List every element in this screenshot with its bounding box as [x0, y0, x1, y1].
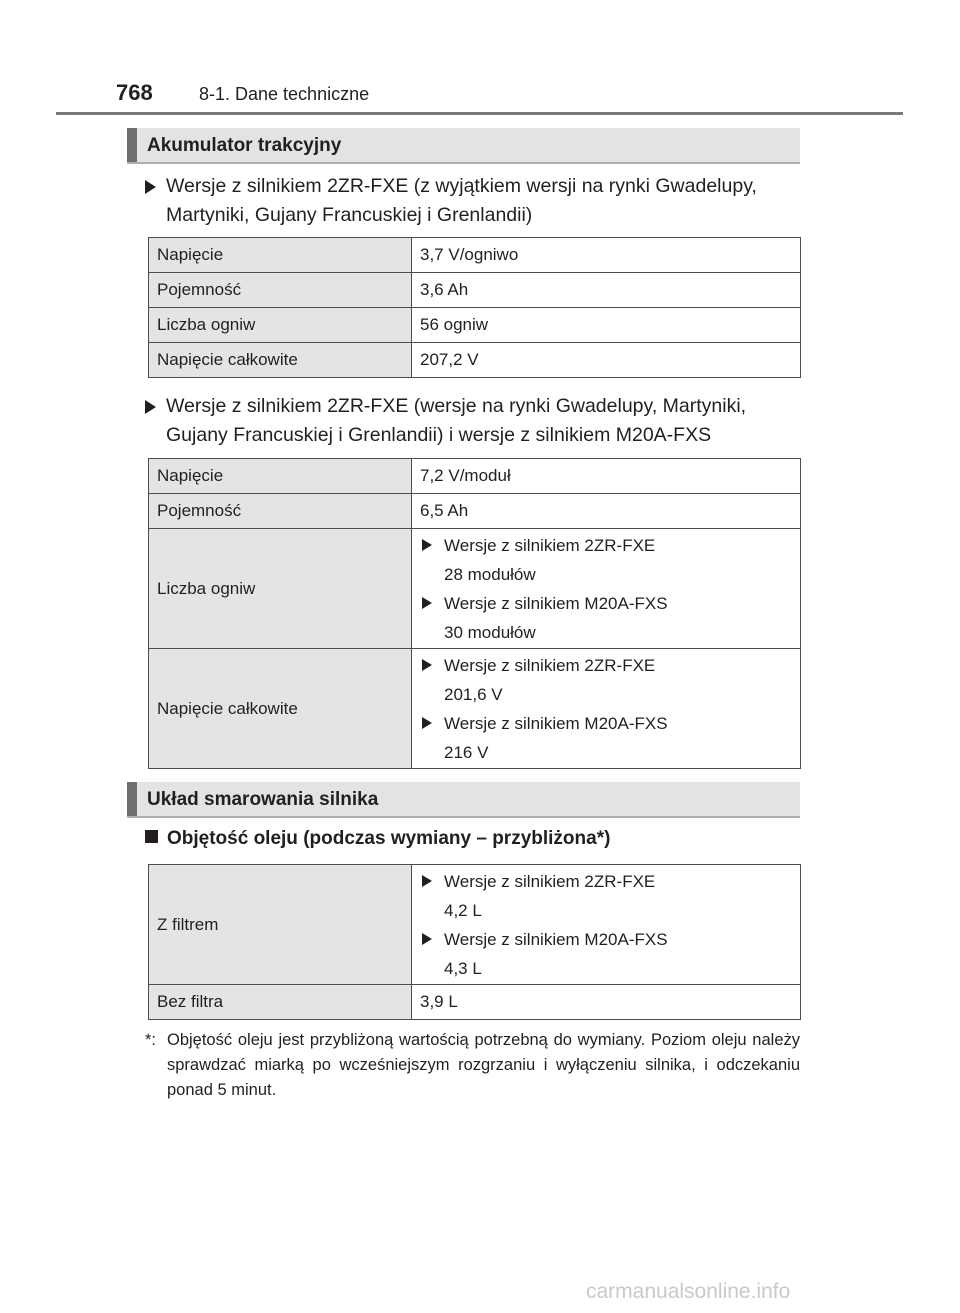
- table-row: [149, 529, 801, 649]
- variant-value: 216 V: [444, 742, 489, 762]
- page-number: 768: [116, 80, 153, 105]
- lubrication-section-heading: [127, 782, 800, 818]
- triangle-bullet-icon: [145, 400, 156, 414]
- variant-value: 28 modułów: [444, 564, 536, 584]
- variant-label-text: Wersje z silnikiem M20A-FXS: [444, 929, 668, 949]
- battery-variant1-table: [148, 237, 801, 378]
- row-key: Napięcie: [149, 238, 412, 273]
- triangle-bullet-icon: [422, 717, 432, 729]
- variant1-bullet-text: Wersje z silnikiem 2ZR-FXE (z wyjątkiem wersji na rynki Gwadelupy, Martyniki, Gujany Francuskiej i Grenlandii): [166, 175, 757, 226]
- section-title: 8-1. Dane techniczne: [199, 84, 370, 104]
- triangle-bullet-icon: [422, 933, 432, 945]
- table-row: [149, 273, 801, 308]
- table-row: [149, 865, 801, 985]
- row-value: 7,2 V/moduł: [412, 459, 801, 494]
- variant-value: 201,6 V: [444, 684, 503, 704]
- row-value: 3,7 V/ogniwo: [412, 238, 801, 273]
- footnote: [145, 1028, 800, 1103]
- triangle-bullet-icon: [145, 180, 156, 194]
- triangle-bullet-icon: [422, 597, 432, 609]
- variant-label-text: Wersje z silnikiem 2ZR-FXE: [444, 535, 656, 555]
- row-key: Liczba ogniw: [149, 529, 412, 649]
- row-key: Liczba ogniw: [149, 308, 412, 343]
- square-bullet-icon: [145, 830, 158, 843]
- variant-label-text: Wersje z silnikiem 2ZR-FXE: [444, 655, 656, 675]
- triangle-bullet-icon: [422, 539, 432, 551]
- page-header: [0, 0, 960, 116]
- row-key: Z filtrem: [149, 865, 412, 985]
- lubrication-heading-text: Układ smarowania silnika: [147, 789, 379, 810]
- row-value: 56 ogniw: [412, 308, 801, 343]
- variant-value: 30 modułów: [444, 622, 536, 642]
- battery-variant2-table: [148, 458, 801, 769]
- row-key: Napięcie: [149, 459, 412, 494]
- row-value-list: [412, 649, 801, 769]
- battery-section-heading: [127, 128, 800, 164]
- oil-volume-subheading-text: Objętość oleju (podczas wymiany – przybliżona*): [167, 828, 611, 849]
- variant-label-text: Wersje z silnikiem M20A-FXS: [444, 713, 668, 733]
- battery-heading-text: Akumulator trakcyjny: [147, 135, 342, 156]
- footnote-mark: *:: [145, 1031, 157, 1049]
- variant-label-text: Wersje z silnikiem 2ZR-FXE: [444, 871, 656, 891]
- header-divider: [56, 112, 903, 115]
- row-key: Napięcie całkowite: [149, 649, 412, 769]
- oil-volume-table: [148, 864, 801, 1020]
- row-key: Napięcie całkowite: [149, 343, 412, 378]
- row-value: 3,9 L: [412, 985, 801, 1020]
- variant-label: [420, 709, 792, 738]
- table-row: [149, 985, 801, 1020]
- variant-value: 4,2 L: [444, 900, 482, 920]
- variant-label: [420, 531, 792, 560]
- table-row: [149, 649, 801, 769]
- variant2-bullet-text: Wersje z silnikiem 2ZR-FXE (wersje na rynki Gwadelupy, Martyniki, Gujany Francuskiej i Grenlandii) i wersje z silnikiem M20A-FXS: [166, 395, 747, 446]
- triangle-bullet-icon: [422, 875, 432, 887]
- variant-value: 4,3 L: [444, 958, 482, 978]
- table-row: [149, 459, 801, 494]
- oil-volume-subheading: [145, 828, 610, 850]
- variant-label: [420, 589, 792, 618]
- table-row: [149, 238, 801, 273]
- footnote-text: Objętość oleju jest przybliżoną wartością potrzebną do wymiany. Poziom oleju należy sprawdzać miarką po wcześniejszym rozgrzaniu i wyłączeniu silnika, i odczekaniu ponad 5 minut.: [167, 1031, 800, 1099]
- row-key: Pojemność: [149, 494, 412, 529]
- variant-label-text: Wersje z silnikiem M20A-FXS: [444, 593, 668, 613]
- heading-accent-bar: [127, 128, 137, 162]
- heading-accent-bar: [127, 782, 137, 816]
- variant-label: [420, 867, 792, 896]
- row-value-list: [412, 529, 801, 649]
- variant-label: [420, 651, 792, 680]
- variant2-bullet: [145, 392, 805, 450]
- table-row: [149, 343, 801, 378]
- row-value: 6,5 Ah: [412, 494, 801, 529]
- table-row: [149, 494, 801, 529]
- watermark: carmanualsonline.info: [586, 1280, 791, 1303]
- row-value: 207,2 V: [412, 343, 801, 378]
- row-key: Pojemność: [149, 273, 412, 308]
- row-value: 3,6 Ah: [412, 273, 801, 308]
- row-value-list: [412, 865, 801, 985]
- triangle-bullet-icon: [422, 659, 432, 671]
- row-key: Bez filtra: [149, 985, 412, 1020]
- variant1-bullet: [145, 172, 805, 230]
- table-row: [149, 308, 801, 343]
- variant-label: [420, 925, 792, 954]
